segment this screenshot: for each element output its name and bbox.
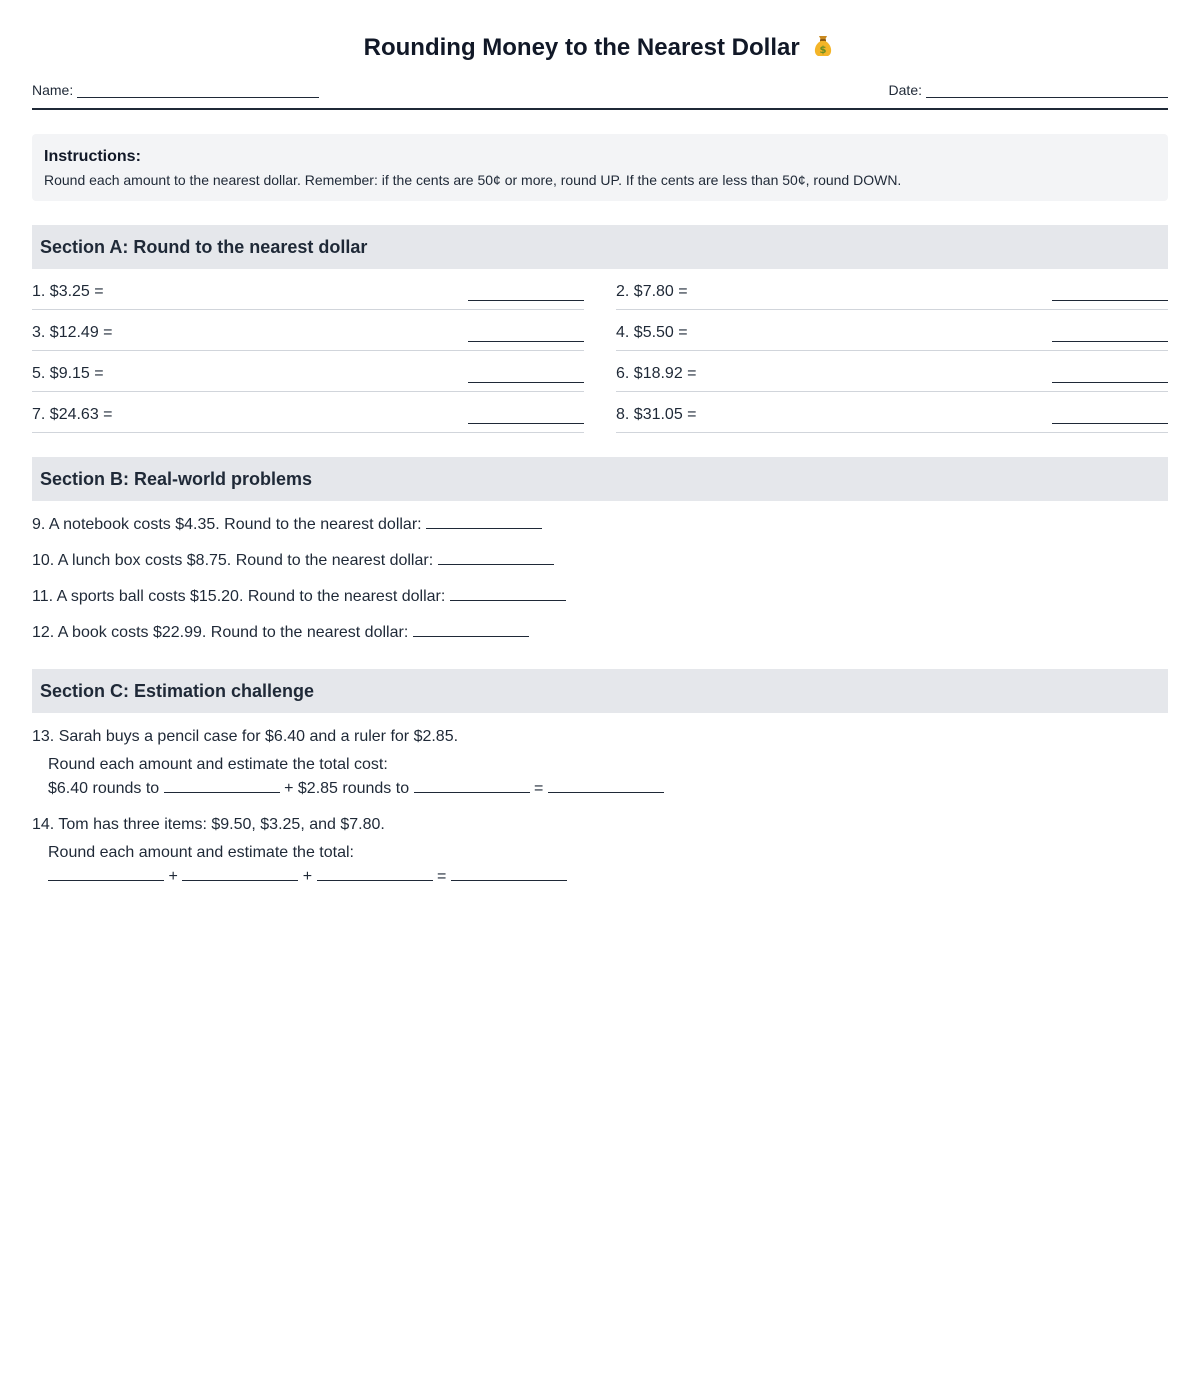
word-problem-text: 12. A book costs $22.99. Round to the nearest dollar: bbox=[32, 624, 409, 641]
problem-label: 5. $9.15 = bbox=[32, 365, 104, 382]
name-field[interactable] bbox=[32, 82, 319, 98]
date-line[interactable] bbox=[926, 84, 1168, 98]
svg-text:$: $ bbox=[819, 45, 827, 56]
problem-item bbox=[32, 269, 584, 310]
total-blank[interactable] bbox=[451, 867, 567, 881]
problem-item bbox=[616, 269, 1168, 310]
answer-blank[interactable] bbox=[450, 587, 566, 601]
q13-part2: + $2.85 rounds to bbox=[284, 780, 410, 797]
name-label: Name: bbox=[32, 82, 74, 98]
problem-label: 8. $31.05 = bbox=[616, 406, 697, 423]
section-a-header: Section A: Round to the nearest dollar bbox=[32, 225, 1168, 269]
equals-sign: = bbox=[534, 780, 544, 797]
answer-blank[interactable] bbox=[1052, 287, 1168, 301]
problem-label: 2. $7.80 = bbox=[616, 283, 688, 300]
answer-blank[interactable] bbox=[1052, 369, 1168, 383]
word-problem bbox=[32, 551, 1168, 571]
problem-item bbox=[32, 392, 584, 433]
total-blank[interactable] bbox=[548, 779, 664, 793]
q13-part1: $6.40 rounds to bbox=[48, 780, 160, 797]
problem-label: 4. $5.50 = bbox=[616, 324, 688, 341]
page-title bbox=[32, 32, 1168, 64]
answer-blank[interactable] bbox=[438, 551, 554, 565]
q14-instruction: Round each amount and estimate the total: bbox=[48, 844, 354, 861]
money-bag-icon bbox=[810, 32, 836, 58]
q13-question: 13. Sarah buys a pencil case for $6.40 and a ruler for $2.85. bbox=[32, 728, 459, 745]
plus-sign: + bbox=[302, 868, 313, 885]
problem-label: 1. $3.25 = bbox=[32, 283, 104, 300]
section-a-grid bbox=[32, 269, 1168, 433]
problem-item bbox=[616, 351, 1168, 392]
answer-blank[interactable] bbox=[48, 867, 164, 881]
answer-blank[interactable] bbox=[317, 867, 433, 881]
answer-blank[interactable] bbox=[414, 779, 530, 793]
answer-blank[interactable] bbox=[164, 779, 280, 793]
section-b-header: Section B: Real-world problems bbox=[32, 457, 1168, 501]
instructions-box bbox=[32, 134, 1168, 201]
date-label: Date: bbox=[888, 82, 922, 98]
word-problem bbox=[32, 515, 1168, 535]
q14-equation bbox=[32, 867, 1168, 887]
answer-blank[interactable] bbox=[1052, 328, 1168, 342]
plus-sign: + bbox=[168, 868, 178, 885]
q13-equation bbox=[32, 779, 1168, 799]
date-field[interactable] bbox=[889, 82, 1168, 98]
problem-item bbox=[32, 351, 584, 392]
name-date-row bbox=[32, 82, 1168, 110]
section-c-header: Section C: Estimation challenge bbox=[32, 669, 1168, 713]
title-text: Rounding Money to the Nearest Dollar bbox=[363, 34, 800, 61]
problem-label: 3. $12.49 = bbox=[32, 324, 113, 341]
word-problem bbox=[32, 587, 1168, 607]
answer-blank[interactable] bbox=[182, 867, 298, 881]
problem-item bbox=[32, 310, 584, 351]
instructions-heading: Instructions: bbox=[44, 148, 141, 165]
section-c-body bbox=[32, 727, 1168, 887]
answer-blank[interactable] bbox=[468, 369, 584, 383]
answer-blank[interactable] bbox=[468, 410, 584, 424]
word-problem-text: 10. A lunch box costs $8.75. Round to the nearest dollar: bbox=[32, 552, 434, 569]
word-problem-text: 9. A notebook costs $4.35. Round to the nearest dollar: bbox=[32, 516, 422, 533]
answer-blank[interactable] bbox=[1052, 410, 1168, 424]
word-problem bbox=[32, 623, 1168, 643]
answer-blank[interactable] bbox=[468, 287, 584, 301]
q14-question: 14. Tom has three items: $9.50, $3.25, and $7.80. bbox=[32, 816, 385, 833]
worksheet bbox=[32, 0, 1168, 887]
problem-label: 6. $18.92 = bbox=[616, 365, 697, 382]
word-problem-text: 11. A sports ball costs $15.20. Round to the nearest dollar: bbox=[32, 588, 446, 605]
answer-blank[interactable] bbox=[468, 328, 584, 342]
equals-sign: = bbox=[436, 868, 447, 885]
problem-item bbox=[616, 392, 1168, 433]
answer-blank[interactable] bbox=[413, 623, 529, 637]
name-line[interactable] bbox=[77, 84, 319, 98]
section-b-list bbox=[32, 515, 1168, 643]
problem-item bbox=[616, 310, 1168, 351]
problem-label: 7. $24.63 = bbox=[32, 406, 113, 423]
instructions-text: Round each amount to the nearest dollar. Remember: if the cents are 50¢ or more, round UP. If the cents are less than 50¢, round DOWN. bbox=[44, 172, 902, 188]
q13-instruction: Round each amount and estimate the total cost: bbox=[48, 756, 388, 773]
answer-blank[interactable] bbox=[426, 515, 542, 529]
